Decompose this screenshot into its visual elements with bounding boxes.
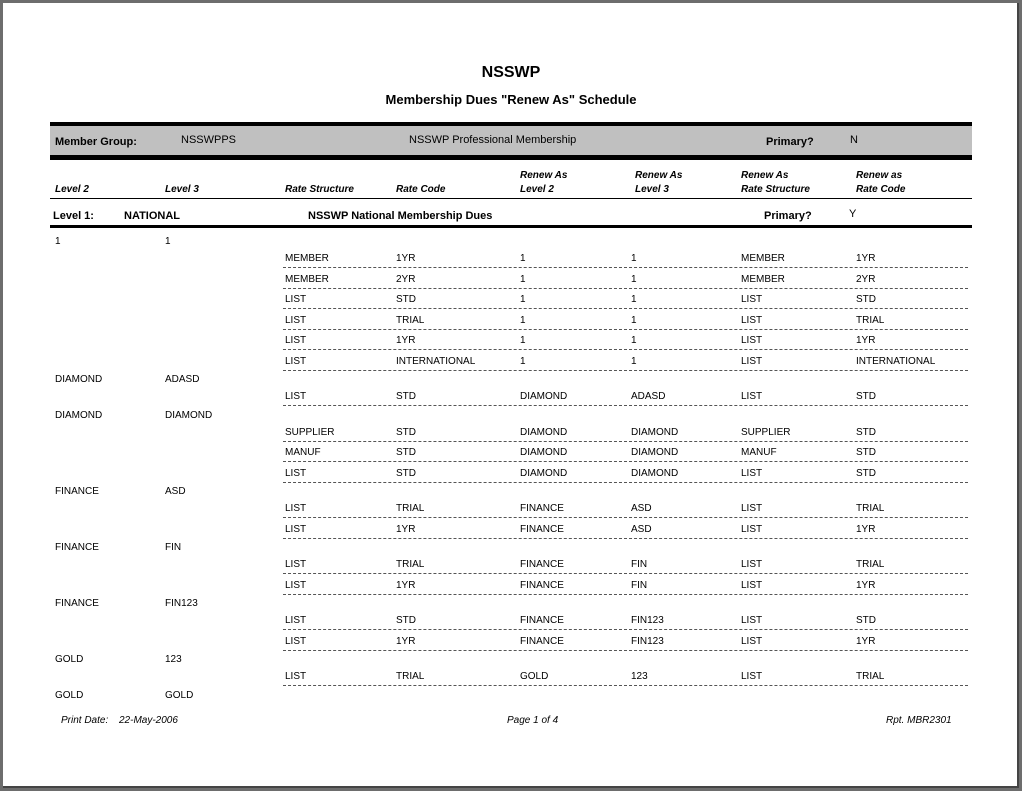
row-renew-rate-structure: LIST — [741, 615, 763, 626]
row-renew-level2: 1 — [520, 253, 526, 264]
row-renew-level3: 1 — [631, 253, 637, 264]
row-separator — [283, 370, 968, 371]
row-renew-rate-code: STD — [856, 391, 876, 402]
row-rate-structure: LIST — [285, 503, 307, 514]
col-rate-code-header: Rate Code — [396, 184, 446, 195]
row-rate-code: INTERNATIONAL — [396, 355, 476, 367]
group-level2: GOLD — [55, 654, 84, 665]
row-renew-rate-structure: MANUF — [741, 447, 777, 458]
col-renew-level3-header — [635, 169, 682, 197]
row-renew-rate-code: 1YR — [856, 253, 876, 264]
row-renew-rate-structure: LIST — [741, 671, 763, 682]
member-group-bar — [50, 122, 972, 160]
row-rate-code: STD — [396, 294, 416, 305]
group-level2: FINANCE — [55, 486, 99, 497]
row-renew-rate-code: STD — [856, 615, 876, 626]
col-level3-header: Level 3 — [165, 184, 199, 195]
row-rate-code: 1YR — [396, 253, 416, 264]
row-separator — [283, 405, 968, 406]
row-renew-level2: 1 — [520, 314, 526, 326]
row-rate-code: 2YR — [396, 273, 416, 285]
row-renew-level3: FIN — [631, 579, 648, 591]
row-renew-level3: 123 — [631, 671, 648, 682]
row-renew-level3: FIN123 — [631, 635, 664, 647]
level1-primary-label: Primary? — [764, 210, 812, 222]
row-renew-level3: 1 — [631, 294, 637, 305]
row-rate-code: 1YR — [396, 635, 416, 647]
row-rate-code: STD — [396, 467, 416, 479]
row-renew-level2: GOLD — [520, 671, 549, 682]
row-separator — [283, 288, 968, 289]
row-separator — [283, 594, 968, 595]
row-renew-rate-code: STD — [856, 426, 876, 438]
row-renew-level2: FINANCE — [520, 523, 564, 535]
row-renew-level2: DIAMOND — [520, 447, 568, 458]
row-separator — [283, 349, 968, 350]
row-renew-rate-code: TRIAL — [856, 314, 885, 326]
row-renew-level3: 1 — [631, 355, 637, 367]
row-renew-level3: 1 — [631, 273, 637, 285]
row-renew-rate-structure: LIST — [741, 579, 763, 591]
col-renew-rc-line1: Renew as — [856, 170, 903, 181]
row-rate-code: TRIAL — [396, 503, 425, 514]
row-rate-code: TRIAL — [396, 559, 425, 570]
row-rate-structure: LIST — [285, 523, 307, 535]
row-renew-rate-code: 1YR — [856, 635, 876, 647]
row-renew-level3: DIAMOND — [631, 467, 679, 479]
row-renew-rate-code: STD — [856, 467, 876, 479]
col-renew-rs-line1: Renew As — [741, 170, 789, 181]
level1-divider — [50, 225, 972, 228]
group-level3: FIN123 — [165, 598, 198, 609]
row-renew-rate-structure: LIST — [741, 559, 763, 570]
group-level2: 1 — [55, 236, 61, 247]
row-renew-rate-code: TRIAL — [856, 559, 885, 570]
row-rate-code: STD — [396, 615, 416, 626]
report-subtitle: Membership Dues "Renew As" Schedule — [385, 92, 637, 107]
row-rate-structure: LIST — [285, 635, 307, 647]
row-renew-level3: DIAMOND — [631, 447, 679, 458]
row-renew-rate-structure: LIST — [741, 523, 763, 535]
row-renew-rate-code: 1YR — [856, 523, 876, 535]
row-rate-structure: LIST — [285, 294, 307, 305]
col-renew-level3-line1: Renew As — [635, 170, 683, 181]
row-renew-rate-code: 1YR — [856, 335, 876, 346]
row-rate-code: STD — [396, 391, 416, 402]
row-renew-rate-structure: LIST — [741, 355, 763, 367]
row-rate-structure: SUPPLIER — [285, 426, 335, 438]
row-rate-code: STD — [396, 426, 416, 438]
row-renew-rate-code: TRIAL — [856, 503, 885, 514]
row-separator — [283, 267, 968, 268]
row-rate-structure: LIST — [285, 391, 307, 402]
row-renew-rate-structure: LIST — [741, 467, 763, 479]
col-rate-structure-header: Rate Structure — [285, 184, 354, 195]
row-renew-level3: FIN123 — [631, 615, 664, 626]
group-level3: GOLD — [165, 689, 194, 701]
report-page — [3, 3, 1019, 788]
row-renew-rate-code: TRIAL — [856, 671, 885, 682]
level1-primary-value: Y — [849, 208, 857, 220]
row-rate-structure: LIST — [285, 671, 307, 682]
row-separator — [283, 329, 968, 330]
row-renew-rate-code: INTERNATIONAL — [856, 355, 936, 367]
row-renew-level2: 1 — [520, 335, 526, 346]
row-renew-rate-structure: LIST — [741, 635, 763, 647]
row-renew-rate-code: 1YR — [856, 579, 876, 591]
row-rate-structure: LIST — [285, 579, 307, 591]
row-separator — [283, 629, 968, 630]
group-level3: DIAMOND — [165, 409, 213, 421]
row-renew-level2: FINANCE — [520, 635, 564, 647]
row-renew-level2: DIAMOND — [520, 467, 568, 479]
row-renew-level2: 1 — [520, 355, 526, 367]
row-rate-code: 1YR — [396, 523, 416, 535]
row-renew-level2: FINANCE — [520, 579, 564, 591]
row-rate-structure: MANUF — [285, 447, 321, 458]
level1-value: NATIONAL — [124, 210, 181, 222]
row-renew-level2: FINANCE — [520, 559, 564, 570]
page-number: Page 1 of 4 — [507, 715, 559, 726]
row-rate-code: STD — [396, 447, 416, 458]
level1-name: NSSWP National Membership Dues — [308, 210, 493, 222]
row-rate-code: TRIAL — [396, 314, 425, 326]
row-rate-structure: LIST — [285, 559, 307, 570]
col-renew-level2-line1: Renew As — [520, 170, 568, 181]
row-separator — [283, 538, 968, 539]
col-renew-rate-code-header — [856, 169, 905, 197]
row-rate-code: 1YR — [396, 335, 416, 346]
group-level2: DIAMOND — [55, 374, 103, 385]
print-date-label: Print Date: — [61, 715, 109, 726]
row-rate-structure: LIST — [285, 615, 307, 626]
row-rate-structure: LIST — [285, 355, 307, 367]
group-primary-label: Primary? — [766, 136, 814, 148]
row-renew-rate-structure: SUPPLIER — [741, 426, 791, 438]
row-separator — [283, 517, 968, 518]
row-renew-level2: DIAMOND — [520, 391, 568, 402]
header-divider — [50, 198, 972, 199]
col-renew-rc-line2: Rate Code — [856, 184, 906, 195]
group-level2: FINANCE — [55, 598, 99, 609]
member-group-code: NSSWPPS — [181, 134, 237, 146]
col-level2-header: Level 2 — [55, 184, 89, 195]
row-renew-level3: ASD — [631, 523, 652, 535]
row-rate-structure: LIST — [285, 335, 307, 346]
member-group-name: NSSWP Professional Membership — [409, 134, 577, 146]
group-level2: GOLD — [55, 689, 84, 701]
col-renew-rs-line2: Rate Structure — [741, 184, 810, 195]
group-primary-value: N — [850, 134, 858, 146]
row-separator — [283, 441, 968, 442]
row-rate-structure: LIST — [285, 314, 307, 326]
print-date: 22-May-2006 — [119, 715, 178, 726]
row-renew-level3: FIN — [631, 559, 648, 570]
row-renew-rate-structure: LIST — [741, 391, 763, 402]
row-separator — [283, 308, 968, 309]
row-renew-level3: ADASD — [631, 391, 666, 402]
row-rate-code: TRIAL — [396, 671, 425, 682]
member-group-label: Member Group: — [55, 136, 137, 148]
report-id: Rpt. MBR2301 — [886, 715, 952, 726]
row-separator — [283, 650, 968, 651]
row-separator — [283, 573, 968, 574]
col-renew-level2-line2: Level 2 — [520, 184, 554, 195]
row-renew-rate-structure: LIST — [741, 335, 763, 346]
col-renew-rate-structure-header — [741, 169, 810, 197]
group-level2: DIAMOND — [55, 409, 103, 421]
group-level3: ASD — [165, 486, 186, 497]
row-renew-rate-code: STD — [856, 294, 876, 305]
row-renew-level2: DIAMOND — [520, 426, 568, 438]
row-renew-rate-structure: LIST — [741, 294, 763, 305]
row-renew-rate-code: STD — [856, 447, 876, 458]
row-renew-level3: ASD — [631, 503, 652, 514]
row-renew-level2: FINANCE — [520, 503, 564, 514]
row-rate-structure: LIST — [285, 467, 307, 479]
group-level3: 1 — [165, 236, 171, 247]
row-renew-rate-code: 2YR — [856, 273, 876, 285]
row-renew-rate-structure: LIST — [741, 503, 763, 514]
row-renew-level3: DIAMOND — [631, 426, 679, 438]
row-renew-rate-structure: MEMBER — [741, 253, 785, 264]
col-renew-level2-header — [520, 169, 567, 197]
row-renew-rate-structure: LIST — [741, 314, 763, 326]
group-level2: FINANCE — [55, 542, 99, 553]
row-renew-level3: 1 — [631, 314, 637, 326]
col-renew-level3-line2: Level 3 — [635, 184, 669, 195]
group-level3: ADASD — [165, 374, 200, 385]
group-level3: 123 — [165, 654, 182, 665]
row-separator — [283, 685, 968, 686]
report-title: NSSWP — [481, 64, 541, 81]
row-renew-level2: 1 — [520, 294, 526, 305]
level1-label: Level 1: — [53, 210, 94, 222]
row-rate-structure: MEMBER — [285, 273, 329, 285]
row-rate-code: 1YR — [396, 579, 416, 591]
row-renew-level2: FINANCE — [520, 615, 564, 626]
row-separator — [283, 461, 968, 462]
row-renew-rate-structure: MEMBER — [741, 273, 785, 285]
group-level3: FIN — [165, 542, 182, 553]
row-renew-level2: 1 — [520, 273, 526, 285]
row-rate-structure: MEMBER — [285, 253, 329, 264]
row-separator — [283, 482, 968, 483]
row-renew-level3: 1 — [631, 335, 637, 346]
